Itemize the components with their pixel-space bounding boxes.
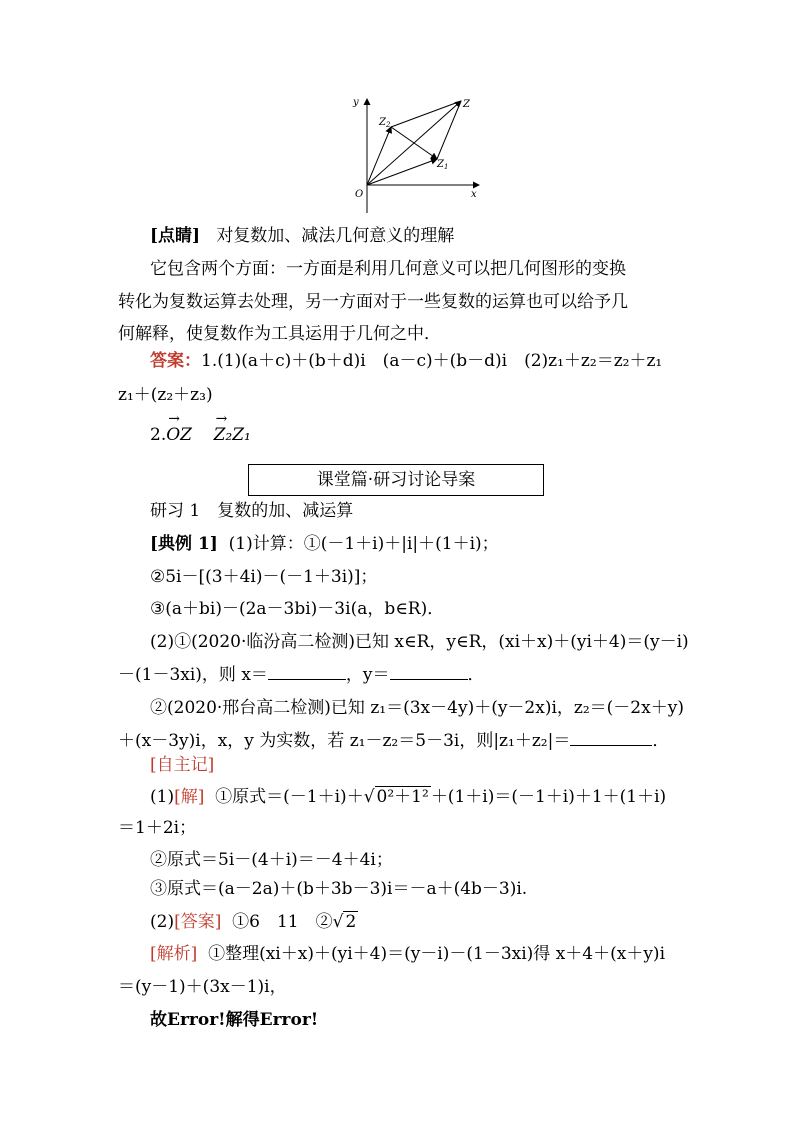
dianjing-heading bbox=[150, 225, 454, 247]
q4b-pre: －(1－3xi)，则 x＝ bbox=[118, 665, 268, 685]
dianjing-title: 对复数加、减法几何意义的理解 bbox=[216, 226, 455, 246]
solution-line-1b: ＝1＋2i； bbox=[118, 818, 197, 838]
q5b-pre: ＋(x－3y)i，x，y 为实数，若 z₁－z₂＝5－3i，则|z₁＋z₂|＝ bbox=[118, 731, 571, 751]
blank-x[interactable] bbox=[268, 665, 346, 680]
z2-label: $Z_2$ bbox=[379, 117, 391, 129]
dianjing-p2: 转化为复数运算去处理，另一方面对于一些复数的运算也可以给予几 bbox=[118, 292, 628, 312]
vector-oz-text: → OZ bbox=[166, 424, 192, 446]
sqrt-icon: √ bbox=[363, 787, 375, 807]
q4b-mid: ，y＝ bbox=[345, 665, 390, 685]
answer-line-3 bbox=[150, 424, 251, 446]
answer-prefix-2: 2. bbox=[150, 425, 167, 445]
example-q1 bbox=[150, 533, 499, 555]
jx1-text: ①整理(xi＋x)＋(yi＋4)＝(y－i)－(1－3xi)得 x＋4＋(x＋y)i bbox=[208, 944, 666, 964]
sqrt-icon: √ bbox=[332, 912, 344, 932]
q4b-end: ． bbox=[467, 665, 485, 685]
dianjing-p1: 它包含两个方面：一方面是利用几何意义可以把几何图形的变换 bbox=[150, 259, 626, 279]
solution-line-3: ③原式＝(a－2a)＋(b＋3b－3)i＝－a＋(4b－3)i. bbox=[150, 879, 528, 899]
answer-line-2: z₁＋(z₂＋z₃) bbox=[118, 385, 213, 405]
jiexi-tag: [解析] bbox=[150, 944, 198, 964]
ans-body: ①6 11 ② bbox=[232, 912, 333, 932]
example-q4b bbox=[118, 664, 485, 686]
example-q4a: (2)①(2020·临汾高二检测)已知 x∈R，y∈R，(xi＋x)＋(yi＋4)＝(y－i) bbox=[150, 632, 689, 652]
dianjing-p3: 何解释，使复数作为工具运用于几何之中． bbox=[118, 324, 441, 344]
vector-z2z1-text: → Z₂Z₁ bbox=[214, 424, 251, 446]
example-q5b bbox=[118, 730, 669, 752]
ans-tag: [答案] bbox=[174, 912, 222, 932]
jie-prefix: (1) bbox=[150, 787, 175, 807]
s1-pre: ①原式＝(－1＋i)＋ bbox=[215, 787, 364, 807]
answer-text-1: 1.(1)(a＋c)＋(b＋d)i (a－c)＋(b－d)i (2)z₁＋z₂＝z₂＋z₁ bbox=[201, 351, 663, 371]
solution-line-1 bbox=[150, 786, 666, 808]
section-heading: 课堂篇·研习讨论导案 bbox=[248, 464, 544, 496]
example-q5a: ②(2020·邢台高二检测)已知 z₁＝(3x－4y)＋(y－2x)i，z₂＝(－2x＋y) bbox=[150, 698, 684, 718]
jiexi-line-1 bbox=[150, 943, 665, 965]
vector-z2z1 bbox=[391, 127, 437, 159]
side-z1z bbox=[437, 101, 461, 159]
example-q3: ③(a＋bi)－(2a－3bi)－3i(a，b∈R)． bbox=[150, 599, 445, 619]
complex-addition-diagram bbox=[345, 95, 485, 215]
x-label: x bbox=[471, 189, 477, 200]
origin-label: O bbox=[355, 189, 364, 200]
answer-2 bbox=[150, 911, 358, 933]
y-label: y bbox=[353, 97, 359, 108]
vector-oz2 bbox=[367, 127, 391, 185]
ans-root: 2 bbox=[345, 912, 357, 932]
q1-text: (1)计算：①(－1＋i)＋|i|＋(1＋i)； bbox=[228, 534, 499, 554]
dianjing-tag: [点睛] bbox=[150, 226, 201, 246]
solution-line-2: ②原式＝5i－(4＋i)＝－4＋4i； bbox=[150, 850, 393, 870]
q5b-end: ． bbox=[652, 731, 670, 751]
blank-y[interactable] bbox=[390, 665, 468, 680]
z1-label: $Z_1$ bbox=[437, 159, 449, 171]
answer-label: 答案： bbox=[150, 351, 201, 371]
jiexi-line-3: 故Error!解得Error! bbox=[150, 1010, 319, 1030]
example-tag: [典例 1] bbox=[150, 534, 218, 554]
vector-oz1 bbox=[367, 159, 437, 185]
yanxi-title: 研习 1 复数的加、减运算 bbox=[150, 501, 354, 521]
jiexi-line-2: ＝(y－1)＋(3x－1)i， bbox=[118, 977, 287, 997]
blank-modulus[interactable] bbox=[570, 731, 652, 746]
jie-tag: [解] bbox=[174, 787, 205, 807]
answer-line-1 bbox=[150, 350, 662, 372]
zizhuji-tag: [自主记] bbox=[150, 755, 215, 775]
side-z2z bbox=[391, 101, 461, 127]
s1-post: ＋(1＋i)＝(－1＋i)＋1＋(1＋i) bbox=[430, 787, 667, 807]
z-label: Z bbox=[463, 99, 470, 110]
s1-root: 0²＋1² bbox=[376, 787, 429, 807]
ans-prefix: (2) bbox=[150, 912, 175, 932]
example-q2: ②5i－[(3＋4i)－(－1＋3i)]； bbox=[150, 567, 378, 587]
